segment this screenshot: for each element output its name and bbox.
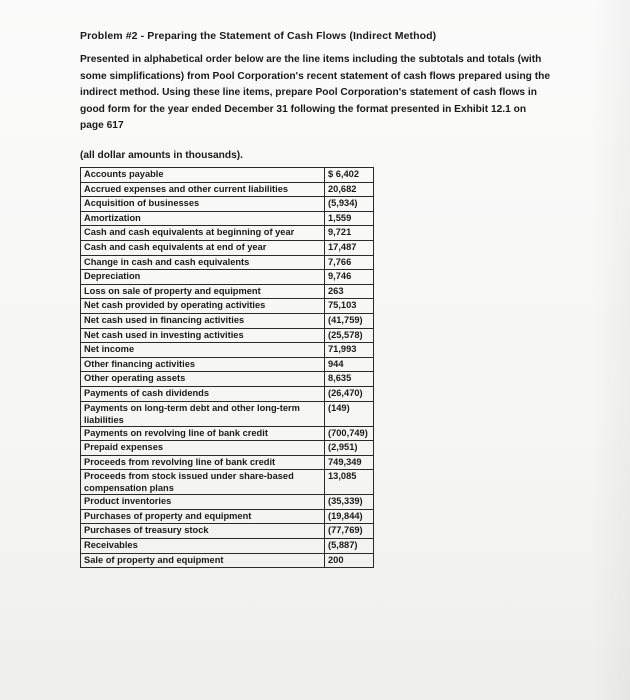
line-item-value: $ 6,402 [325,168,374,183]
line-item-label: Other financing activities [81,357,325,372]
line-item-value: (149) [325,401,374,426]
line-item-value: 71,993 [325,343,374,358]
line-item-value: (19,844) [325,509,374,524]
line-item-value: (25,578) [325,328,374,343]
line-item-value: (5,887) [325,539,374,554]
line-item-label: Payments on long-term debt and other long-term liabilities [81,401,325,426]
line-item-label: Receivables [81,539,325,554]
line-item-value: 17,487 [325,240,374,255]
line-item-label: Change in cash and cash equivalents [81,255,325,270]
line-item-value: 8,635 [325,372,374,387]
line-item-value: 20,682 [325,182,374,197]
table-row [81,226,556,241]
line-items-table [80,167,556,568]
empty-margin-cell [374,182,556,197]
table-row [81,197,556,212]
table-row [81,509,556,524]
empty-margin-cell [374,226,556,241]
empty-margin-cell [374,168,556,183]
table-row [81,401,556,426]
table-row [81,372,556,387]
line-item-label: Payments on revolving line of bank credit [81,426,325,441]
line-item-value: 944 [325,357,374,372]
page-edge-shadow [590,0,630,700]
table-row [81,182,556,197]
empty-margin-cell [374,441,556,456]
empty-margin-cell [374,255,556,270]
table-row [81,255,556,270]
empty-margin-cell [374,343,556,358]
line-items-body [81,168,556,568]
table-row [81,426,556,441]
table-row [81,240,556,255]
table-row [81,270,556,285]
line-item-label: Net cash used in investing activities [81,328,325,343]
empty-margin-cell [374,553,556,568]
empty-margin-cell [374,313,556,328]
problem-title: Problem #2 - Preparing the Statement of Cash Flows (Indirect Method) [80,30,437,42]
empty-margin-cell [374,401,556,426]
line-item-label: Depreciation [81,270,325,285]
line-item-value: 9,746 [325,270,374,285]
table-row [81,343,556,358]
table-row [81,211,556,226]
table-row [81,313,556,328]
line-item-value: (700,749) [325,426,374,441]
empty-margin-cell [374,284,556,299]
empty-margin-cell [374,509,556,524]
table-row [81,357,556,372]
table-row [81,553,556,568]
empty-margin-cell [374,455,556,470]
line-item-label: Accounts payable [81,168,325,183]
empty-margin-cell [374,357,556,372]
table-row [81,299,556,314]
line-item-label: Product inventories [81,495,325,510]
line-item-label: Prepaid expenses [81,441,325,456]
empty-margin-cell [374,495,556,510]
table-row [81,168,556,183]
empty-margin-cell [374,524,556,539]
units-note: (all dollar amounts in thousands). [80,150,244,161]
line-item-label: Purchases of property and equipment [81,509,325,524]
empty-margin-cell [374,426,556,441]
empty-margin-cell [374,372,556,387]
line-item-label: Net cash used in financing activities [81,313,325,328]
line-item-label: Purchases of treasury stock [81,524,325,539]
line-item-label: Proceeds from stock issued under share-based compensation plans [81,470,325,495]
line-item-value: (41,759) [325,313,374,328]
table-row [81,524,556,539]
line-item-value: 13,085 [325,470,374,495]
table-row [81,539,556,554]
line-item-value: 1,559 [325,211,374,226]
line-item-value: 749,349 [325,455,374,470]
table-row [81,284,556,299]
line-item-label: Cash and cash equivalents at end of year [81,240,325,255]
empty-margin-cell [374,197,556,212]
line-item-label: Sale of property and equipment [81,553,325,568]
line-item-value: 200 [325,553,374,568]
line-item-label: Proceeds from revolving line of bank credit [81,455,325,470]
table-row [81,495,556,510]
empty-margin-cell [374,386,556,401]
line-item-label: Loss on sale of property and equipment [81,284,325,299]
line-item-label: Accrued expenses and other current liabilities [81,182,325,197]
line-item-value: (5,934) [325,197,374,212]
table-row [81,455,556,470]
line-item-value: (2,951) [325,441,374,456]
table-row [81,386,556,401]
empty-margin-cell [374,211,556,226]
line-item-value: (35,339) [325,495,374,510]
table-row [81,328,556,343]
empty-margin-cell [374,240,556,255]
line-item-value: 263 [325,284,374,299]
line-item-label: Acquisition of businesses [81,197,325,212]
problem-instructions: Presented in alphabetical order below are the line items including the subtotals and totals (with some simplifications) from Pool Corporation's recent statement of cash flows prepared using the indirect method. Using these line items, prepare Pool Corporation's statement of cash flows in good form for the year ended December 31 following the format presented in Exhibit 12.1 on page 617 [80,54,550,131]
line-item-value: 7,766 [325,255,374,270]
line-item-value: (77,769) [325,524,374,539]
line-item-label: Cash and cash equivalents at beginning of year [81,226,325,241]
line-item-label: Amortization [81,211,325,226]
line-item-value: (26,470) [325,386,374,401]
empty-margin-cell [374,270,556,285]
empty-margin-cell [374,470,556,495]
line-item-label: Net cash provided by operating activities [81,299,325,314]
empty-margin-cell [374,299,556,314]
table-row [81,470,556,495]
line-item-label: Net income [81,343,325,358]
line-item-label: Other operating assets [81,372,325,387]
table-row [81,441,556,456]
empty-margin-cell [374,539,556,554]
line-item-value: 75,103 [325,299,374,314]
empty-margin-cell [374,328,556,343]
line-item-label: Payments of cash dividends [81,386,325,401]
line-item-value: 9,721 [325,226,374,241]
